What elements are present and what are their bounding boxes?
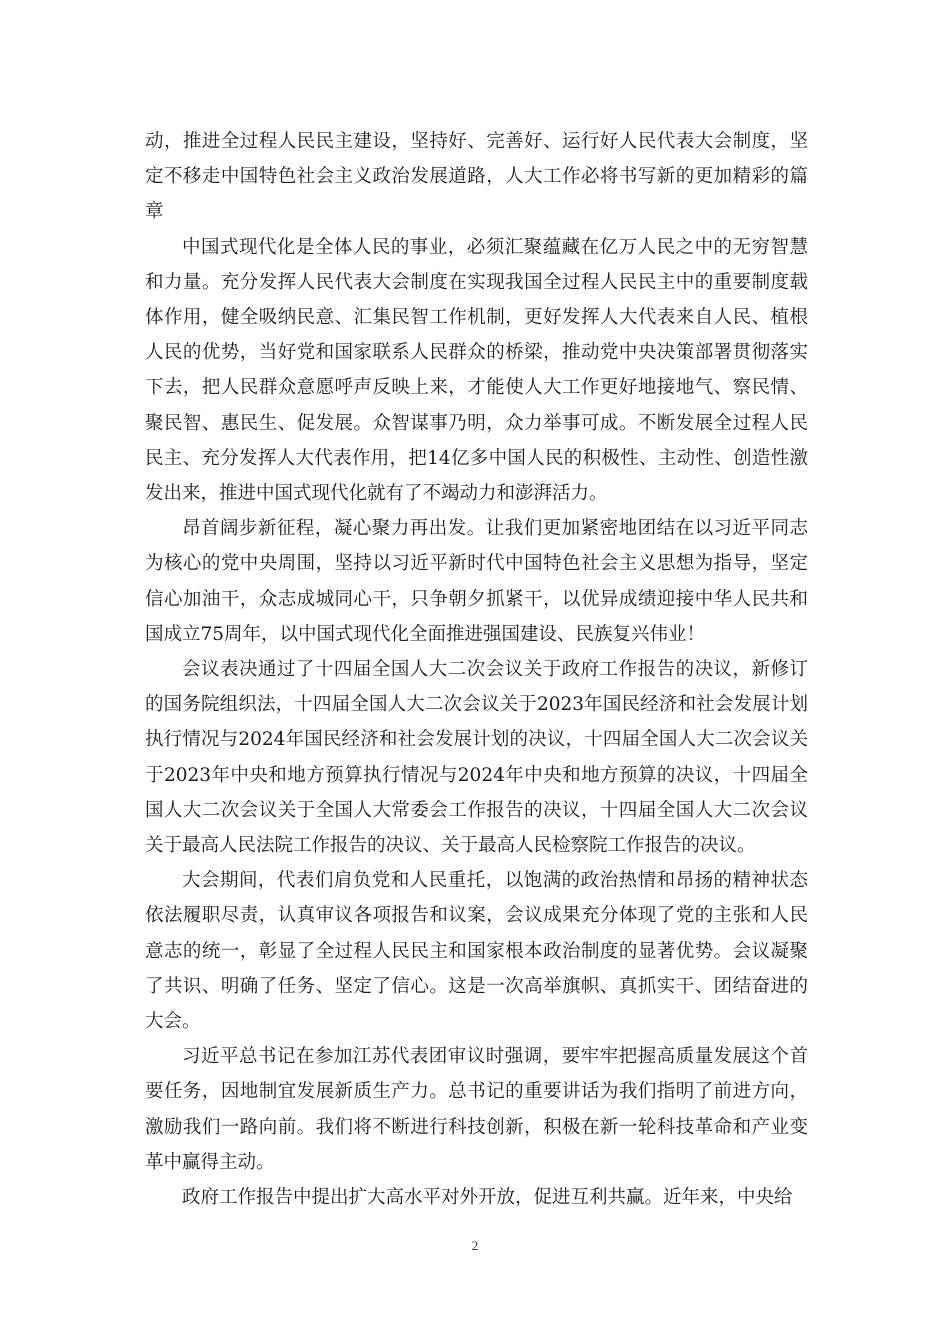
paragraph-7: 政府工作报告中提出扩大高水平对外开放，促进互利共赢。近年来，中央给	[182, 1187, 793, 1209]
paragraph-1: 动，推进全过程人民民主建设，坚持好、完善好、运行好人民代表大会制度，坚定不移走中国特色社会主义政治发展道路，人大工作必将书写新的更加精彩的篇章	[145, 131, 808, 223]
document-body	[145, 124, 808, 1215]
paragraph-6: 习近平总书记在参加江苏代表团审议时强调，要牢牢把握高质量发展这个首要任务，因地制宜发展新质生产力。总书记的重要讲话为我们指明了前进方向，激励我们一路向前。我们将不断进行科技创新，积极在新一轮科技革命和产业变革中赢得主动。	[145, 1046, 808, 1173]
page-number: 2	[471, 1238, 479, 1253]
paragraph-2: 中国式现代化是全体人民的事业，必须汇聚蕴藏在亿万人民之中的无穷智慧和力量。充分发挥人民代表大会制度在实现我国全过程人民民主中的重要制度载体作用，健全吸纳民意、汇集民智工作机制，更好发挥人大代表来自人民、植根人民的优势，当好党和国家联系人民群众的桥梁，推动党中央决策部署贯彻落实下去，把人民群众意愿呼声反映上来，才能使人大工作更好地接地气、察民情、聚民智、惠民生、促发展。众智谋事乃明，众力举事可成。不断发展全过程人民民主、充分发挥人大代表作用，把14亿多中国人民的积极性、主动性、创造性激发出来，推进中国式现代化就有了不竭动力和澎湃活力。	[145, 236, 808, 505]
paragraph-3: 昂首阔步新征程，凝心聚力再出发。让我们更加紧密地团结在以习近平同志为核心的党中央周围，坚持以习近平新时代中国特色社会主义思想为指导，坚定信心加油干，众志成城同心干，只争朝夕抓紧干，以优异成绩迎接中华人民共和国成立75周年，以中国式现代化全面推进强国建设、民族复兴伟业！	[145, 518, 808, 645]
paragraph-4: 会议表决通过了十四届全国人大二次会议关于政府工作报告的决议，新修订的国务院组织法，十四届全国人大二次会议关于2023年国民经济和社会发展计划执行情况与2024年国民经济和社会发展计划的决议，十四届全国人大二次会议关于2023年中央和地方预算执行情况与2024年中央和地方预算的决议，十四届全国人大二次会议关于全国人大常委会工作报告的决议，十四届全国人大二次会议关于最高人民法院工作报告的决议、关于最高人民检察院工作报告的决议。	[145, 659, 808, 857]
paragraph-5: 大会期间，代表们肩负党和人民重托，以饱满的政治热情和昂扬的精神状态依法履职尽责，认真审议各项报告和议案，会议成果充分体现了党的主张和人民意志的统一，彰显了全过程人民民主和国家根本政治制度的显著优势。会议凝聚了共识、明确了任务、坚定了信心。这是一次高举旗帜、真抓实干、团结奋进的大会。	[145, 870, 808, 1033]
